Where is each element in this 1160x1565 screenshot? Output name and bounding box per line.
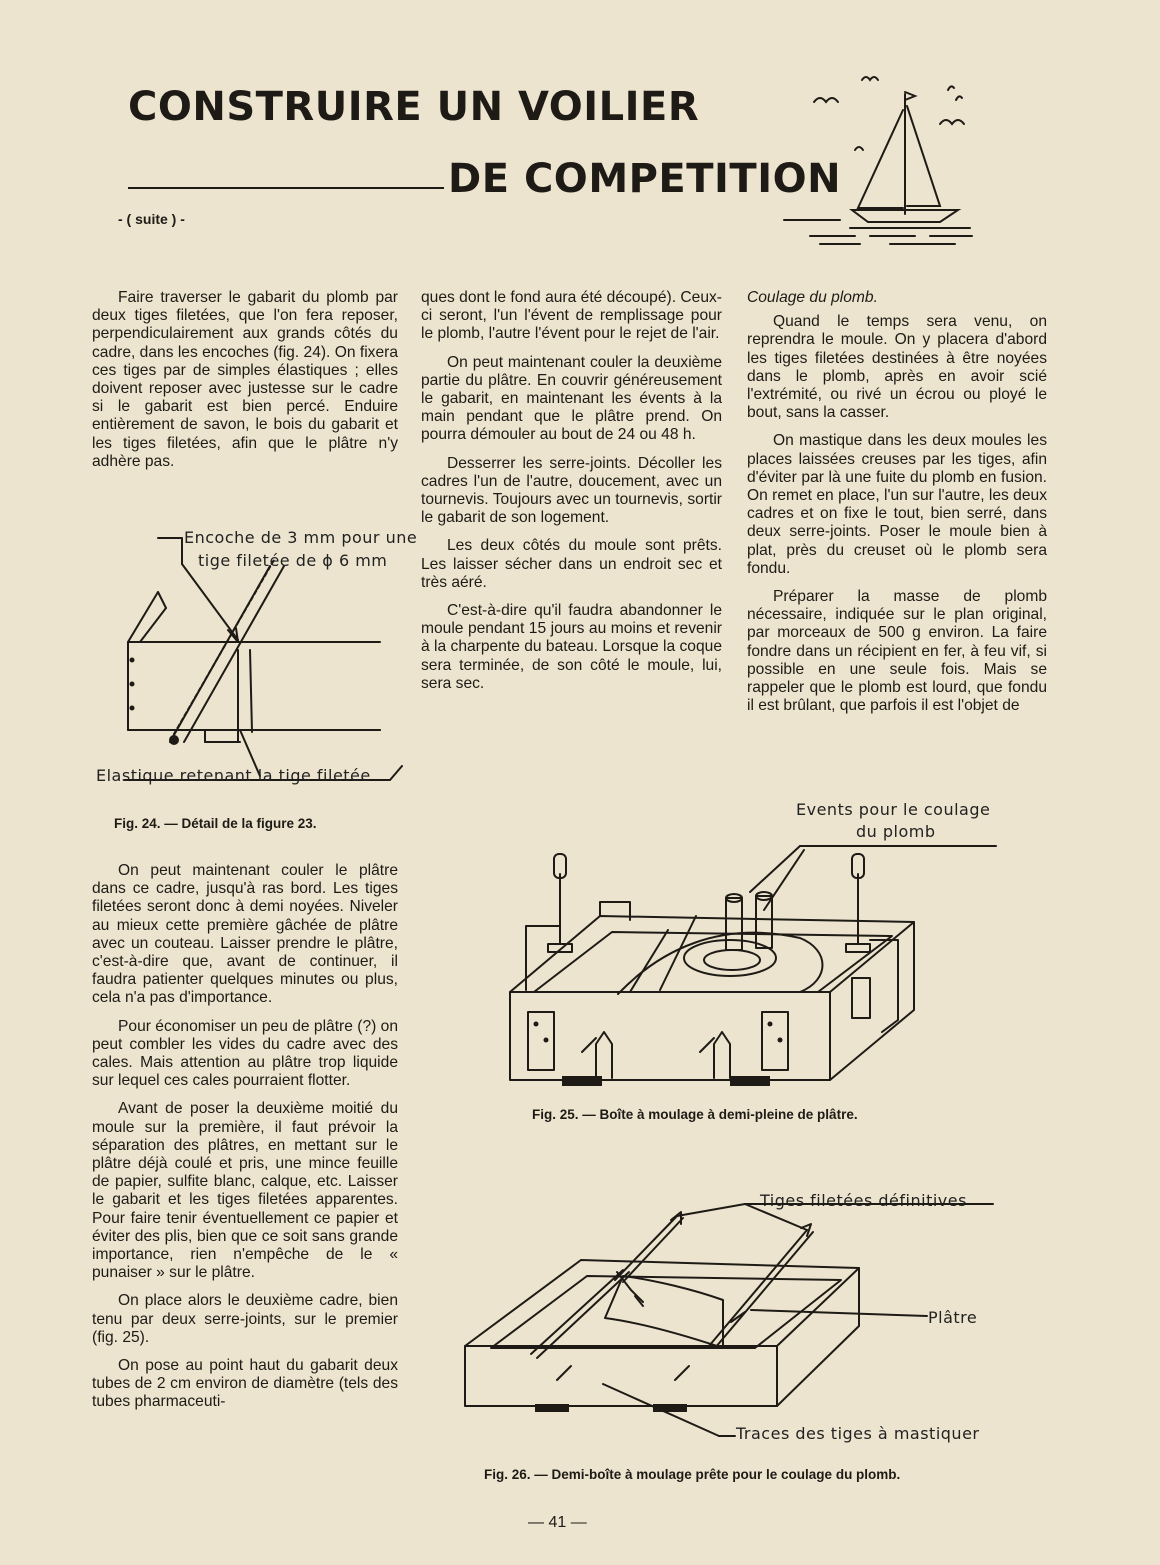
paragraph: On place alors le deuxième cadre, bien tenu par deux serre-joints, sur le premier (fig. 25). [92,1292,398,1346]
paragraph: Faire traverser le gabarit du plomb par deux tiges filetées, que l'on fera reposer, perpendiculairement aux grands côtés du cadre, dans les encoches (fig. 24). On fixera ces tiges par de simples élastiques ; elles doivent reposer avec justesse sur le cadre si le gabarit est bien percé. Enduire entièrement de savon, le bois du gabarit et les tiges filetées, afin que le plâtre n'y adhère pas. [92,289,398,470]
fig24-label-top-line2: tige filetée de ϕ 6 mm [198,551,388,570]
paragraph: Desserrer les serre-joints. Décoller les cadres l'un de l'autre, doucement, avec un tournevis. Toujours avec un tournevis, sortir le gabarit de son logement. [421,454,722,527]
fig25-label-line2: du plomb [856,822,936,841]
page-title-line1: CONSTRUIRE UN VOILIER [128,84,700,130]
column-2 [421,289,722,703]
page-title-line2: DE COMPETITION [448,156,842,202]
fig25-caption: Fig. 25. — Boîte à moulage à demi-pleine de plâtre. [532,1107,858,1122]
paragraph: On peut maintenant couler le plâtre dans ce cadre, jusqu'à ras bord. Les tiges filetées seront donc à demi noyées. Niveler au mieux cette première gâchée de plâtre avec un couteau. Laisser prendre le plâtre, c'est-à-dire que, avant de continuer, il faudra patienter quelques minutes ou plus, cela n'a pas d'importance. [92,862,398,1007]
fig26-caption: Fig. 26. — Demi-boîte à moulage prête pour le coulage du plomb. [484,1467,901,1482]
paragraph: ques dont le fond aura été découpé). Ceux-ci seront, l'un l'évent de remplissage pour le plomb, l'autre l'évent pour le rejet de l'air. [421,289,722,343]
column-1-top [92,289,398,481]
paragraph: C'est-à-dire qu'il faudra abandonner le moule pendant 15 jours au moins et revenir à la charpente du bateau. Lorsque la coque sera terminée, de son côté le moule, lui, sera sec. [421,602,722,692]
paragraph: On pose au point haut du gabarit deux tubes de 2 cm environ de diamètre (tels des tubes pharmaceuti- [92,1357,398,1411]
figure-25-diagram [500,840,1010,1100]
fig26-label-top: Tiges filetées définitives [760,1191,967,1210]
paragraph: On peut maintenant couler la deuxième partie du plâtre. En couvrir généreusement le gabarit, en maintenant les évents à la main pendant que le plâtre prend. On pourra démouler au bout de 24 ou 48 h. [421,353,722,444]
figure-26-diagram [455,1210,1000,1440]
paragraph: Avant de poser la deuxième moitié du moule sur la première, il faut prévoir la séparation des plâtres, en mettant sur le plâtre déjà coulé et pris, une mince feuille de papier, sulfite blanc, calque, etc. Laisser le gabarit et les tiges filetées apparentes. Pour faire tenir éventuellement ce papier et éviter des plis, bien que ce soit sans grande importance, rien n'empêche de le « punaiser » sur le plâtre. [92,1100,398,1282]
paragraph: Quand le temps sera venu, on reprendra le moule. On y placera d'abord les tiges filetées destinées à être noyées dans le plomb, après en avoir scié l'extrémité, ou rivé un écrou ou ployé le bout, sans la casser. [747,313,1047,422]
sailboat-illustration [780,72,980,257]
column-3 [747,289,1047,725]
paragraph: Les deux côtés du moule sont prêts. Les laisser sécher dans un endroit sec et très aéré. [421,537,722,591]
fig26-label-right: Plâtre [928,1308,978,1327]
page-number: — 41 — [528,1514,587,1531]
section-heading: Coulage du plomb. [747,289,878,306]
fig24-caption: Fig. 24. — Détail de la figure 23. [114,816,317,831]
paragraph: On mastique dans les deux moules les places laissées creuses par les tiges, afin d'éviter par là une fuite du plomb en fusion. On remet en place, l'un sur l'autre, les deux cadres et on fixe le tout, bien serré, dans deux serre-joints. Poser le moule bien à plat, près du creuset où le plomb sera fondu. [747,432,1047,577]
paragraph: Préparer la masse de plomb nécessaire, indiquée sur le plan original, par morceaux de 500 g environ. La faire fondre dans un récipient en fer, à feu vif, si possible en une seule fois. Mais se rappeler que le plomb est lourd, que fondu il est brûlant, que parfois il est l'objet de [747,588,1047,715]
title-rule [128,187,444,189]
fig24-label-top-line1: Encoche de 3 mm pour une [184,528,418,547]
column-1-bottom [92,862,398,1422]
fig25-label-line1: Events pour le coulage [796,800,991,819]
subtitle: - ( suite ) - [118,211,185,227]
paragraph: Pour économiser un peu de plâtre (?) on peut combler les vides du cadre avec des cales. Mais attention au plâtre trop liquide sur lequel ces cales pourraient flotter. [92,1017,398,1090]
fig26-label-bottom: Traces des tiges à mastiquer [736,1424,980,1443]
fig24-label-bottom: Elastique retenant la tige filetée [96,766,371,785]
